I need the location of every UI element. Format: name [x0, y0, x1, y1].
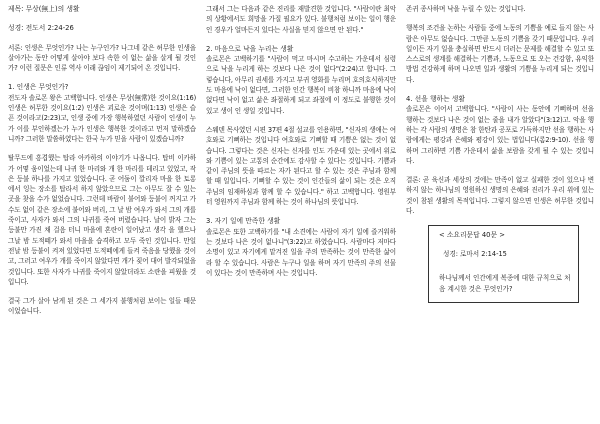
body-paragraph: 전도자 솔로몬 왕은 고백합니다. 인생은 무상(無常)한 것이요(1:16) 인생은 허무한 것이요(1:2) 인생은 괴로운 것이며(1:13) 인생은 슬픈 것이라고(2:23)고, 인생 중에 가장 행복하였던 사람이 인생이 누가 이를 부인하겠는가 누가 인생은 행복한 것이라고 먼저 말하겠습니까? 그러한 말씀하였다는 한국 누가 믿을 사람이 있겠습니까?: [8, 93, 196, 143]
body-paragraph: 존귀 종사하며 낙을 누릴 수 있는 것입니다.: [406, 5, 526, 13]
body-paragraph: 행복의 조건을 논하는 사람들 중에 노동의 기쁨을 예로 들지 않는 사람은 아무도 없습니다. 그만큼 노동의 기쁨을 갖기 때문입니다. 우리 일이든 자기 일을 충실하면 반드시 더러는 문제를 해결할 수 있고 또 스스로의 생계를 해결하는 기쁨과, 노동으로 또 오는 건강함, 유익한 방법 건강하게 하며 나오면 일과 생활의 기쁨을 누리게 되는 것입니다.: [406, 24, 594, 84]
column-2: [200, 0, 401, 424]
section-heading-1: 1. 인생은 무엇인가?: [8, 83, 69, 92]
section-heading-4: 4. 선을 행하는 생활: [406, 95, 465, 104]
catechism-verse: 성경: 로마서 2:14-15: [443, 250, 507, 259]
body-paragraph: 솔로몬은 이어서 고백합니다. "사람이 사는 동안에 기뻐하며 선을 행하는 것보다 나은 것이 없는 줄을 내가 알았다"(3:12)고. 악을 행하는 각 사람의 생명은 참 한탄과 공포로 가득하지만 선을 행하는 사람에게는 평강과 은혜와 평강이 있는 법입니다(롬2:9-10). 선을 행하며 그리하면 기쁨 가운데서 삶을 보람을 갖게 될 수 있는 것입니다.: [406, 105, 594, 165]
sermon-title: 제목: 무상(無上)의 생활: [8, 5, 80, 13]
body-paragraph: 스웨덴 목사였던 시편 37편 4절 설교를 인용하면, "신자의 생애는 여호와로 기뻐하는 것입니다 여호와로 기뻐할 때 기쁨은 없는 것이 없습니다. 그렇다는 것은 신자는 신자를 인도 가운데 있는 곳에서 위로와 기쁨이 있는 고통의 순간에도 감사할 수 있다는 것입니다. 기쁨과 같이 주님의 뜻을 따르는 자가 된다고 할 수 있는 것은 주님과 함께 할 때 일입니다. 기뻐할 수 있는 것이 인간들의 삶이 되는 것은 오직 주님의 임재하심과 함께 할 수 있습니다." 하고 고백합니다. 영원부터 영원까지 주님과 함께 하는 것이 하나님의 뜻입니다.: [206, 125, 396, 207]
body-paragraph: 솔로몬은 고백하기를 "사람이 먹고 마시며 수고하는 가운데서 심령으로 낙을 누리게 하는 것보다 나은 것이 없다"(2:24)고 합니다. 그렇습니다, 아무리 권세를 가지고 부귀 영화를 누리며 호의호식하지만 도 마음에 낙이 없다면, 그러한 인간 행복이 비참 하니까 마음에 낙이 없다면 낙이 없고 삶은 좌절하게 되고 좌절에 이 정도로 불행한 것이 있고 생이 인 생일 것입니다.: [206, 55, 396, 115]
catechism-question: 하나님께서 인간에게 복종에 대한 규칙으로 처음 계시한 것은 무엇인가?: [439, 274, 571, 293]
catechism-box: [428, 225, 579, 303]
section-heading-2: 2. 마음으로 낙을 누리는 생활: [206, 44, 294, 53]
column-1: [0, 0, 200, 424]
scripture-reference: 성경: 전도서 2:24-26: [8, 24, 74, 33]
column-3: [401, 0, 600, 424]
section-heading-3: 3. 자기 일에 만족한 생활: [206, 217, 281, 226]
introduction-paragraph: 서론: 인생은 무엇인가? 나는 누구인가? 나그네 같은 허무한 인생을 살아가는 동안 어떻게 살아야 보다 속한 이 없는 삶을 살게 될 것인가? 이런 질문은 인류 역사 이래 끊임이 제기되어 온 것입니다.: [8, 43, 196, 73]
body-paragraph: 결국 그가 살아 남게 된 것은 그 세가지 불행처럼 보이는 일들 때문이었습니다.: [8, 297, 196, 316]
conclusion-paragraph: 결론: 곧 육신과 세상의 것에는 만족이 없고 실패한 것이 있으나 변하지 않는 하나님의 영원하신 생명의 은혜와 진리가 우리 위에 있는 것이 참된 생활의 목적입니다. 그렇지 않으면 인생은 허무한 것입니다.: [406, 176, 594, 216]
body-paragraph: 그래서 그는 다음과 같은 진리를 재발견한 것입니다. "사람이란 최악의 상황에서도 희망을 가질 필요가 있다. 불행처럼 보이는 일이 행운인 경우가 얼마든지 있다는 사실을 믿지 않으면 안 된다.": [206, 5, 396, 34]
body-paragraph: 탈무드에 흥겹했는 탑라 아카하의 이야기가 나옵니다. 탑비 이카하가 어떻 움이었는데 나귀 한 마리와 개 한 마리를 데리고 있었고, 작은 등불 하나를 가지고 있었습니다. 곧 어둠이 깔리자 마을 한 토롱에서 잉는 장소를 탑라서 하지 않았으므로 그는 아무도 잘 수 있는 곳을 찾을 수가 없었습니다. 그런데 바람이 불어와 등불이 꺼지고 가 수도 없이 같은 장소에 불어와 버리, 그 날 밤 여우가 와서 그의 개를 죽이고, 사자가 와서 그의 나귀를 죽여 버렸습니다. 날이 밝자 그는 등불만 가진 채 걸음 터니 마을에 혼란이 일어났고 생각 을 했으나 그날 밤 도적떼가 와서 마을을 습격하고 모두 죽인 것입니다. 만일 전날 밤 등불이 켜져 있었다면 도적떼에게 들켜 죽음을 당했을 것이고, 그러고 여우가 개를 죽이지 않았다면 개가 짖어 대어 발각되었을 것입니다. 또한 사자가 나귀를 죽이지 않았더라도 소란을 피웠을 것입니다.: [8, 154, 196, 286]
catechism-title: < 소요리문답 40문 >: [439, 231, 505, 240]
body-paragraph: 솔로몬은 또한 고백하기를 "내 소견에는 사람이 자기 일에 즐거워하는 것보다 나은 것이 없나니"(3:22)고 하였습니다. 사람마다 저마다 소명이 있고 자기에게 맡겨진 일을 주의 만족하는 것이 만족한 삶이라 할 수 있습니다. 사람은 누구나 일을 하며 자기 만족의 주의 선물이 있다는 것이 만족하며 사는 것입니다.: [206, 227, 396, 277]
